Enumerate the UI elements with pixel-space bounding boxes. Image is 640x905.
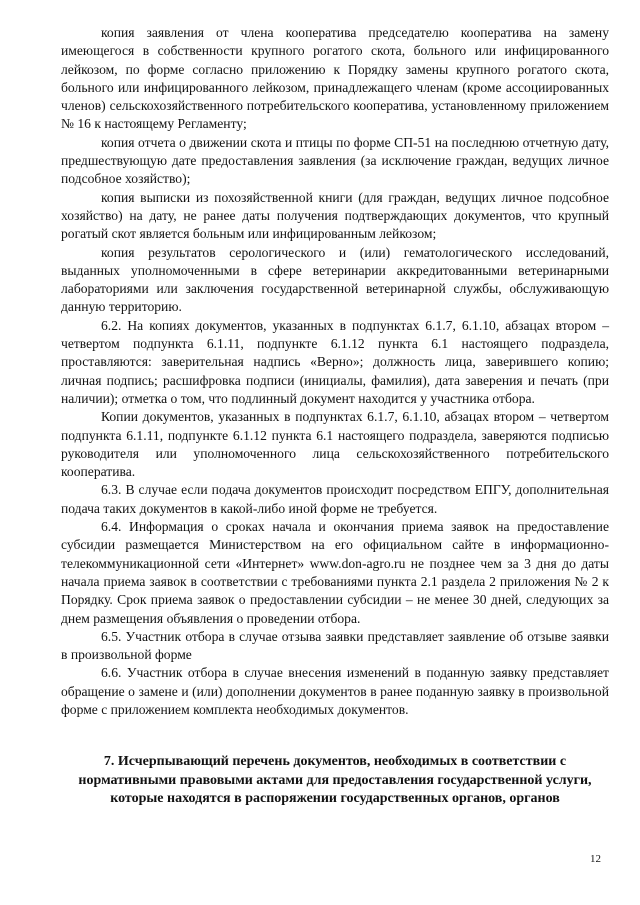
paragraph-6-5: 6.5. Участник отбора в случае отзыва заявки представляет заявление об отзыве заявки в произвольной форме (61, 628, 609, 663)
paragraph-6-6: 6.6. Участник отбора в случае внесения изменений в поданную заявку представляет обращение о замене и (или) дополнении документов в ранее поданную заявку в произвольной форме с приложением комплекта необходимых документов. (61, 665, 609, 717)
section-7-heading: 7. Исчерпывающий перечень документов, необходимых в соответствии с нормативными правовыми актами для предоставления государственной услуги, которые находятся в распоряжении государственных органов, органов (78, 754, 592, 807)
paragraph-6-3: 6.3. В случае если подача документов происходит посредством ЕПГУ, дополнительная подача таких документов в какой-либо иной форме не требуется. (61, 482, 609, 516)
paragraph-application-copy: копия заявления от члена кооператива председателю кооператива на замену имеющегося в собственности крупного рогатого скота, больного или инфицированного лейкозом, по форме согласно приложению к Порядку замены крупного рогатого скота, больного или инфицированного лейкозом, принадлежащего членам (кроме ассоциированных членов) сельскохозяйственного потребительского кооператива, установленному приложением № 16 к настоящему Регламенту; (61, 25, 609, 132)
document-page (61, 24, 609, 809)
paragraph-livestock-report-copy: копия отчета о движении скота и птицы по форме СП-51 на последнюю отчетную дату, предшествующую дате предоставления заявления (за исключение граждан, ведущих личное подсобное хозяйство); (61, 134, 609, 187)
paragraph-household-book-extract: копия выписки из похозяйственной книги (для граждан, ведущих личное подсобное хозяйство) на дату, не ранее даты получения подтверждающих документов, что крупный рогатый скот является больным или инфицированным лейкозом; (61, 189, 609, 242)
paragraph-6-2: 6.2. На копиях документов, указанных в подпунктах 6.1.7, 6.1.10, абзацах втором – четвертом подпункта 6.1.11, подпункте 6.1.12 пункта 6.1 настоящего подраздела, проставляются: заверительная надпись «Верно»; должность лица, заверившего копию; личная подпись; расшифровка подписи (инициалы, фамилия), дата заверения и печать (при наличии); отметка о том, что подлинный документ находится у участника отбора. (61, 317, 609, 406)
paragraph-6-4: 6.4. Информация о сроках начала и окончания приема заявок на предоставление субсидии размещается Министерством на его официальном сайте в информационно-телекоммуникационной сети «Интернет» www.don-agro.ru не позднее чем за 3 дня до даты начала приема заявок в соответствии с требованиями пункта 2.1 раздела 2 приложения № 2 к Порядку. Срок приема заявок о предоставлении субсидии – не менее 30 дней, следующих за днем размещения объявления о проведении отбора. (61, 519, 609, 626)
paragraph-lab-results-copy: копия результатов серологического и (или) гематологического исследований, выданных уполномоченными в сфере ветеринарии аккредитованными ветеринарными лабораториями или заключения государственной ветеринарной службы, обслуживающую данную территорию. (61, 244, 609, 315)
paragraph-copies-certification: Копии документов, указанных в подпунктах 6.1.7, 6.1.10, абзацах втором – четвертом подпункта 6.1.11, подпункте 6.1.12 пункта 6.1 настоящего подраздела, заверяются подписью руководителя или уполномоченного лица сельскохозяйственного потребительского кооператива. (61, 409, 609, 480)
page-number: 12 (590, 853, 601, 865)
